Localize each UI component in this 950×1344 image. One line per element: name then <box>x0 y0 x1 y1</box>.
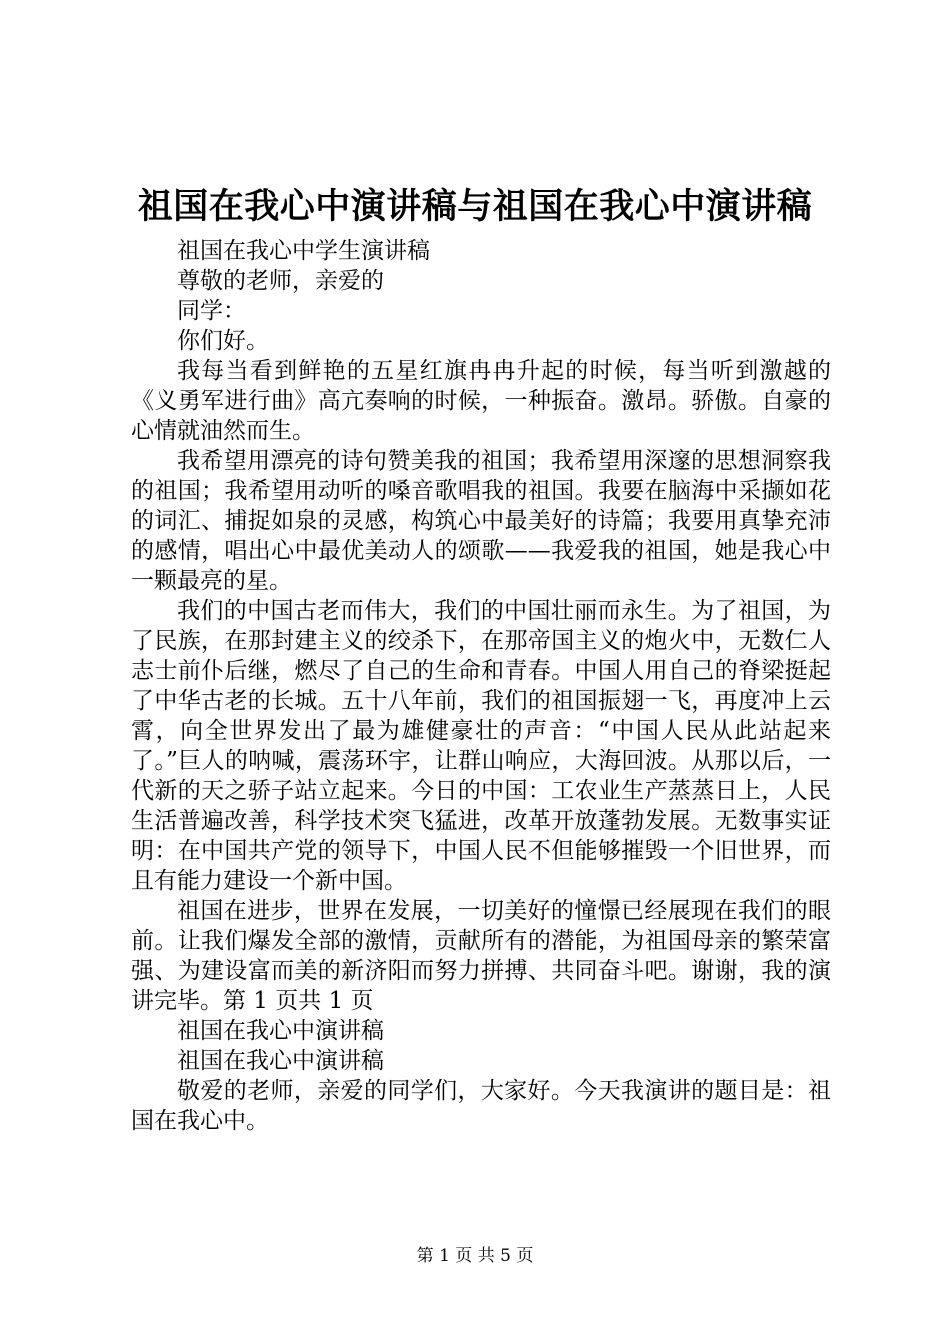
page-footer: 第 1 页 共 5 页 <box>416 1246 534 1266</box>
document-title: 祖国在我心中演讲稿与祖国在我心中演讲稿 <box>137 186 813 227</box>
paragraph: 我希望用漂亮的诗句赞美我的祖国；我希望用深邃的思想洞察我的祖国；我希望用动听的嗓音歌唱我的祖国。我要在脑海中采撷如花的词汇、捕捉如泉的灵感，构筑心中最美好的诗篇；我要用真挚充沛的感情，唱出心中最优美动人的颂歌——我爱我的祖国，她是我心中一颗最亮的星。 <box>131 448 831 594</box>
paragraph: 祖国在我心中演讲稿 <box>177 1018 384 1044</box>
document-body <box>131 236 831 1136</box>
paragraph: 我们的中国古老而伟大，我们的中国壮丽而永生。为了祖国，为了民族，在那封建主义的绞杀下，在那帝国主义的炮火中，无数仁人志士前仆后继，燃尽了自己的生命和青春。中国人用自己的脊梁挺起了中华古老的长城。五十八年前，我们的祖国振翅一飞，再度冲上云霄，向全世界发出了最为雄健豪壮的声音：“中国人民从此站起来了。”巨人的呐喊，震荡环宇，让群山响应，大海回波。从那以后，一代新的天之骄子站立起来。今日的中国：工农业生产蒸蒸日上，人民生活普遍改善，科学技术突飞猛进，改革开放蓬勃发展。无数事实证明：在中国共产党的领导下，中国人民不但能够摧毁一个旧世界，而且有能力建设一个新中国。 <box>131 598 831 894</box>
paragraph: 我每当看到鲜艳的五星红旗冉冉升起的时候，每当听到激越的《义勇军进行曲》高亢奏响的时候，一种振奋。激昂。骄傲。自豪的心情就油然而生。 <box>131 358 831 444</box>
paragraph: 尊敬的老师，亲爱的 <box>177 268 384 294</box>
paragraph: 祖国在我心中演讲稿 <box>177 1048 384 1074</box>
paragraph: 同学： <box>177 298 246 324</box>
paragraph: 你们好。 <box>177 328 269 354</box>
paragraph: 祖国在进步，世界在发展，一切美好的憧憬已经展现在我们的眼前。让我们爆发全部的激情，贡献所有的潜能，为祖国母亲的繁荣富强、为建设富而美的新济阳而努力拼搏、共同奋斗吧。谢谢，我的演讲完毕。第 1 页共 1 页 <box>131 898 831 1014</box>
paragraph: 祖国在我心中学生演讲稿 <box>177 238 430 264</box>
paragraph: 敬爱的老师，亲爱的同学们，大家好。今天我演讲的题目是：祖国在我心中。 <box>131 1078 831 1134</box>
